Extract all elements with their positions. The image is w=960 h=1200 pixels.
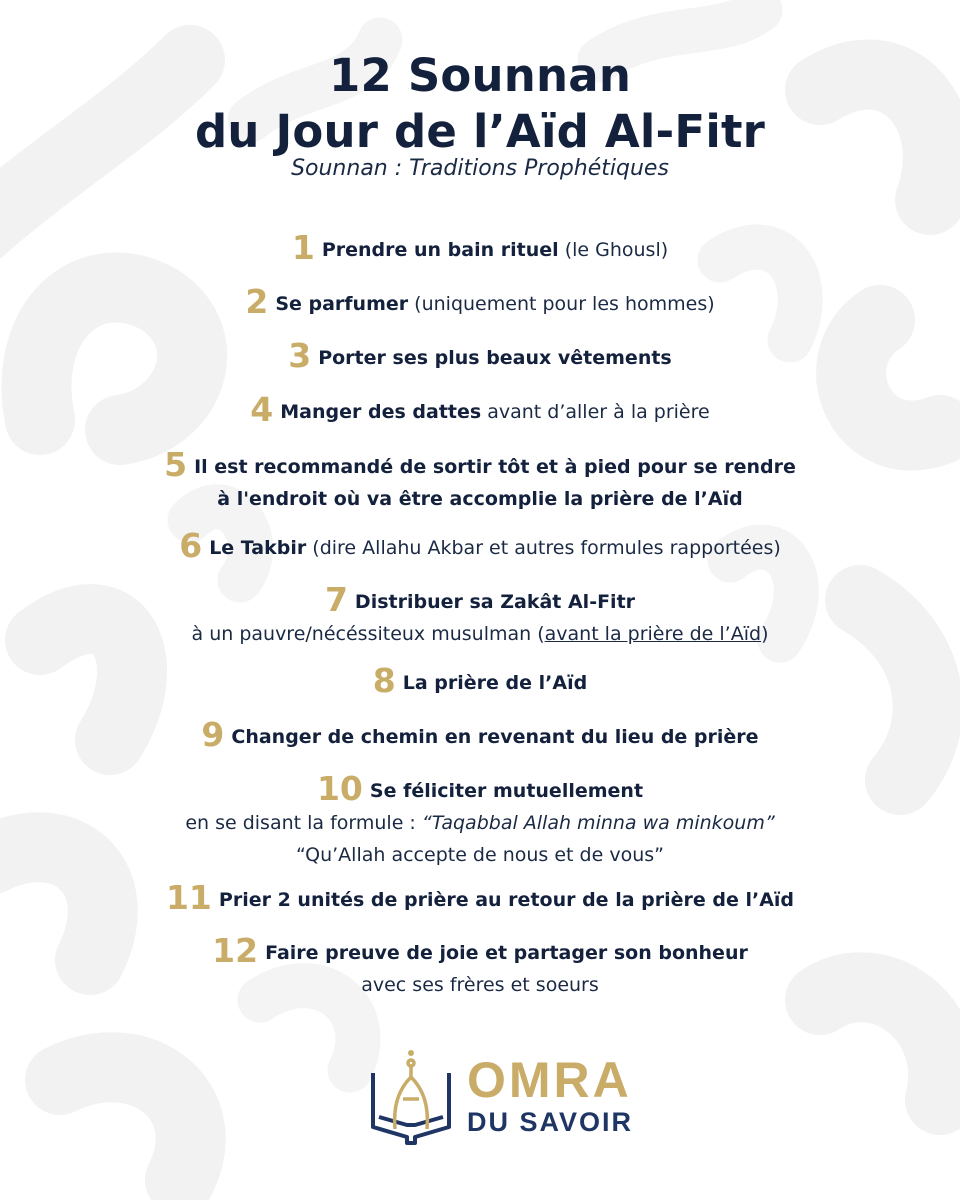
page-title (0, 48, 960, 160)
item-detail: à un pauvre/nécéssiteux musulman ( (191, 623, 545, 645)
item-number: 7 (324, 580, 348, 619)
list-item (0, 769, 960, 871)
list-item (0, 336, 960, 375)
list-item (0, 282, 960, 321)
list-item (0, 445, 960, 515)
item-title: Prendre un bain rituel (321, 239, 559, 261)
list-item (0, 715, 960, 754)
item-number: 3 (288, 336, 312, 375)
item-detail: (uniquement pour les hommes) (408, 293, 715, 315)
item-translation: “Qu’Allah accepte de nous et de vous” (295, 844, 664, 866)
item-detail: avant d’aller à la prière (481, 401, 710, 423)
list-item (0, 526, 960, 565)
item-title: Porter ses plus beaux vêtements (318, 347, 672, 369)
item-number: 1 (291, 228, 315, 267)
item-title: Changer de chemin en revenant du lieu de prière (231, 726, 759, 748)
list-item (0, 931, 960, 1001)
title-line-1: 12 Sounnan (328, 49, 632, 102)
item-title: Se parfumer (275, 293, 409, 315)
item-number: 4 (250, 390, 274, 429)
logo-wordmark: OMRA (467, 1052, 632, 1108)
item-detail-underlined: avant la prière de l’Aïd (544, 623, 762, 645)
list-item (0, 390, 960, 429)
item-number: 6 (179, 526, 203, 565)
logo-tagline: DU SAVOIR (467, 1107, 634, 1137)
item-title: Faire preuve de joie et partager son bonheur (265, 942, 748, 964)
list-item (0, 580, 960, 650)
item-number: 10 (316, 769, 363, 808)
item-number: 11 (165, 878, 212, 917)
item-number: 2 (245, 282, 269, 321)
item-title: La prière de l’Aïd (402, 672, 588, 694)
item-title: Le Takbir (209, 537, 307, 559)
subtitle: Sounnan : Traditions Prophétiques (291, 156, 669, 181)
item-number: 5 (164, 445, 188, 484)
item-detail: en se disant la formule : (185, 812, 422, 834)
item-detail: (le Ghousl) (558, 239, 669, 261)
list-item (0, 661, 960, 700)
item-number: 12 (212, 931, 259, 970)
item-detail: avec ses frères et soeurs (361, 974, 599, 996)
item-detail-close: ) (761, 623, 769, 645)
item-detail: (dire Allahu Akbar et autres formules rapportées) (306, 537, 781, 559)
item-title: Se féliciter mutuellement (369, 780, 644, 802)
list-item (0, 228, 960, 267)
title-line-2: du Jour de l’Aïd Al-Fitr (194, 105, 766, 158)
item-title-continued: à l'endroit où va être accomplie la prière de l’Aïd (217, 488, 743, 510)
item-number: 9 (201, 715, 225, 754)
item-detail-italic: “Taqabbal Allah minna wa minkoum” (421, 812, 775, 834)
item-title: Manger des dattes (280, 401, 482, 423)
mosque-book-emblem-icon (365, 1045, 457, 1150)
brand-logo (365, 1045, 635, 1155)
item-title: Il est recommandé de sortir tôt et à pied pour se rendre (194, 456, 796, 478)
item-title: Distribuer sa Zakât Al-Fitr (354, 591, 636, 613)
item-number: 8 (372, 661, 396, 700)
item-title: Prier 2 unités de prière au retour de la prière de l’Aïd (218, 889, 795, 911)
list-item (0, 878, 960, 917)
